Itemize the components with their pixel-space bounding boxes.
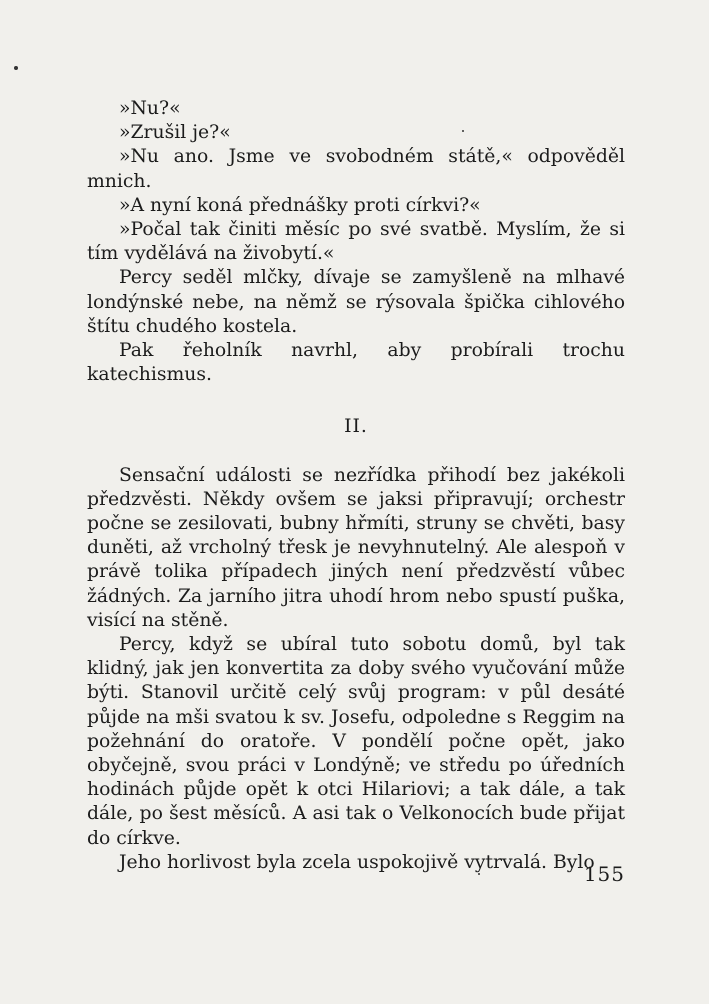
paragraph: Sensační události se nezřídka přihodí bez jakékoli předzvěsti. Někdy ovšem se jaksi připravují; orchestr počne se zesilovati, bubny hřmíti, struny se chvěti, basy duněti, až vrcholný třesk je nevyhnutelný. Ale alespoň v právě tolika případech jiných není předzvěstí vůbec žádných. Za jarního jitra uhodí hrom nebo spustí puška, visící na stěně. — [87, 464, 625, 631]
paragraph: »Nu ano. Jsme ve svobodném státě,« odpověděl mnich. — [87, 146, 625, 192]
section-heading: II. — [344, 416, 368, 438]
paragraph: Percy, když se ubíral tuto sobotu domů, byl tak klidný, jak jen konvertita za doby svého vyučování může býti. Stanovil určitě celý svůj program: v půl desáté půjde na mši svatou k sv. Josefu, odpoledne s Reggim na požehnání do oratoře. V pondělí počne opět, jako obyčejně, svou práci v Londýně; ve středu po úředních hodinách půjde opět k otci Hilariovi; a tak dále, a tak dále, po šest měsíců. A asi tak o Velkonocích bude přijat do církve. — [87, 634, 625, 849]
paragraph: Jeho horlivost byla zcela uspokojivě vytrvalá. Bylo — [119, 851, 595, 873]
paragraph: »Počal tak činiti měsíc po své svatbě. Myslím, že si tím vydělává na živobytí.« — [87, 219, 625, 265]
paragraph: Percy seděl mlčky, dívaje se zamyšleně na mlhavé londýnské nebe, na němž se rýsovala špička cihlového štítu chudého kostela. — [87, 267, 625, 337]
page-number: 155 — [583, 862, 625, 886]
body-text — [87, 97, 625, 875]
print-speck — [14, 66, 18, 70]
paragraph: »Nu?« — [119, 98, 181, 119]
paragraph: Pak řeholník navrhl, aby probírali trochu katechismus. — [87, 340, 625, 386]
paragraph: »Zrušil je?« — [119, 122, 231, 144]
paragraph: »A nyní koná přednášky proti církvi?« — [119, 194, 481, 216]
